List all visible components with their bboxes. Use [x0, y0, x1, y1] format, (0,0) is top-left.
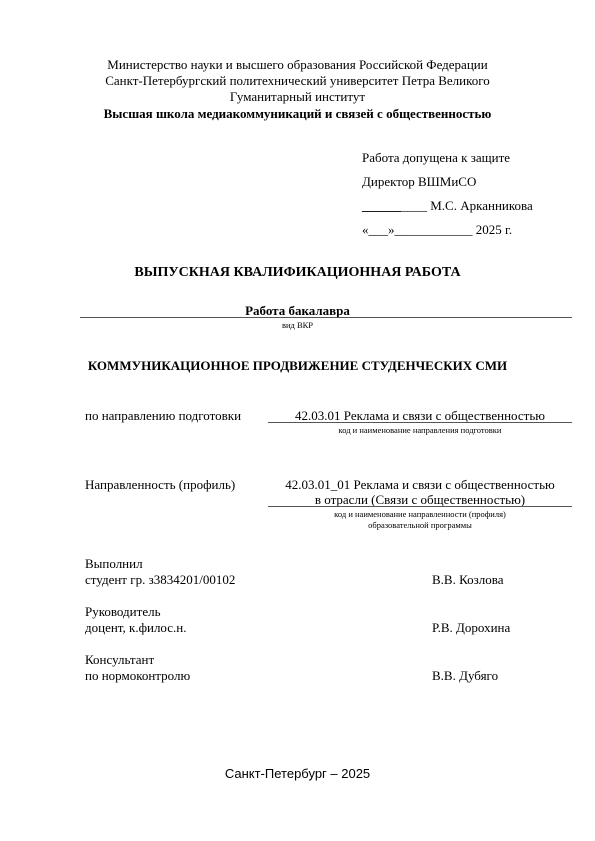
- work-topic: КОММУНИКАЦИОННОЕ ПРОДВИЖЕНИЕ СТУДЕНЧЕСКИХ СМИ: [87, 358, 508, 373]
- profile-value-line-2: в отрасли (Связи с общественностью): [314, 492, 526, 507]
- profile-label: Направленность (профиль): [85, 477, 236, 492]
- direction-caption: код и наименование направления подготовки: [338, 425, 502, 435]
- work-type-value: Работа бакалавра: [245, 303, 350, 318]
- signature-name-3: В.В. Дубяго: [432, 668, 499, 683]
- approval-line-2: Директор ВШМиСО: [362, 174, 477, 189]
- footer-city-year: Санкт-Петербург – 2025: [224, 766, 371, 781]
- signature-director-name: ____ М.С. Арканникова: [401, 198, 533, 213]
- signature-role-2-line-2: доцент, к.филос.н.: [85, 620, 187, 635]
- direction-underline: [268, 422, 572, 423]
- profile-underline: [268, 506, 572, 507]
- work-type-underline: [80, 317, 572, 318]
- document-title: ВЫПУСКНАЯ КВАЛИФИКАЦИОННАЯ РАБОТА: [134, 265, 461, 280]
- approval-date: «___»____________ 2025 г.: [362, 222, 513, 237]
- profile-caption-line-2: образовательной программы: [368, 520, 472, 530]
- approval-signature: [362, 198, 533, 214]
- signature-role-1-line-2: студент гр. з3834201/00102: [85, 572, 236, 587]
- ministry-line: Министерство науки и высшего образования Российской Федерации: [107, 57, 488, 72]
- school-line: Высшая школа медиакоммуникаций и связей с общественностью: [103, 106, 492, 121]
- signature-name-2: Р.В. Дорохина: [432, 620, 511, 635]
- signature-role-2-line-1: Руководитель: [85, 604, 161, 619]
- approval-line-1: Работа допущена к защите: [362, 150, 511, 165]
- profile-caption-line-1: код и наименование направленности (профиля): [334, 509, 506, 519]
- signature-role-1-line-1: Выполнил: [85, 556, 143, 571]
- university-line: Санкт-Петербургский политехнический университет Петра Великого: [105, 73, 490, 88]
- signature-role-3-line-2: по нормоконтролю: [85, 668, 191, 683]
- profile-value-line-1: 42.03.01_01 Реклама и связи с общественностью: [285, 477, 555, 492]
- signature-role-3-line-1: Консультант: [85, 652, 155, 667]
- work-type-caption: вид ВКР: [281, 320, 314, 330]
- institute-line: Гуманитарный институт: [229, 89, 366, 104]
- direction-label: по направлению подготовки: [85, 408, 242, 423]
- signature-blank: ______: [362, 198, 401, 213]
- signature-name-1: В.В. Козлова: [432, 572, 504, 587]
- direction-value: 42.03.01 Реклама и связи с общественностью: [295, 408, 545, 423]
